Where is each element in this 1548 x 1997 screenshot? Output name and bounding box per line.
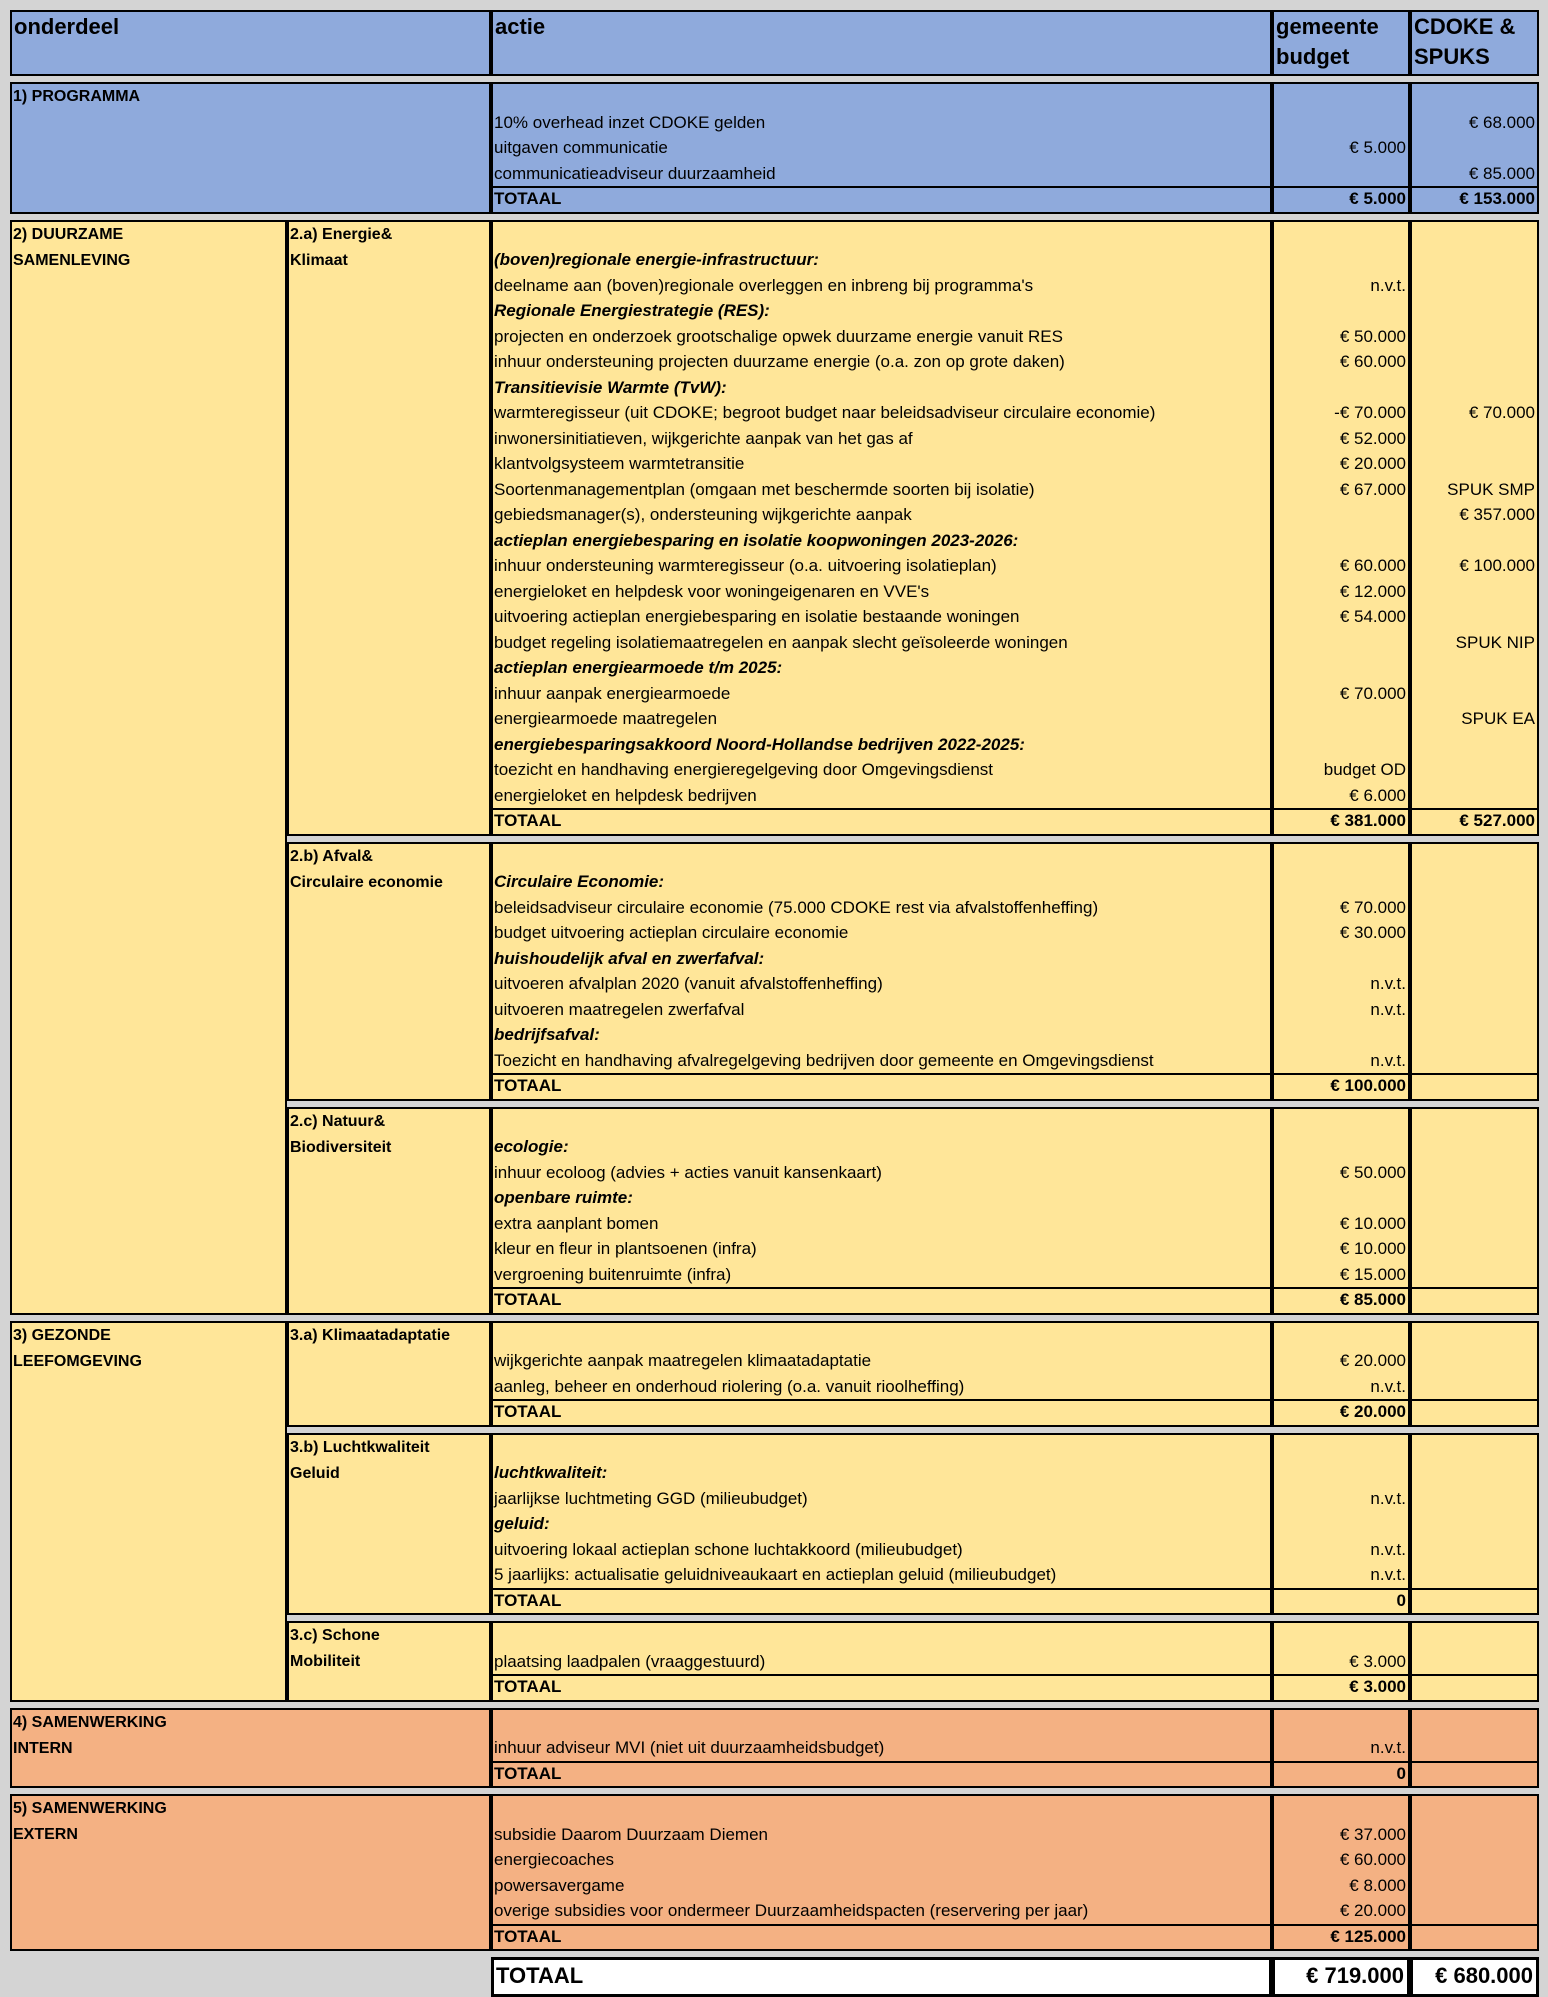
gemeente-amount: € 8.000 <box>1349 1875 1406 1895</box>
action-text: overige subsidies voor ondermeer Duurzaamheidspacten (reservering per jaar) <box>494 1901 1089 1920</box>
gemeente-total: € 125.000 <box>1330 1926 1406 1946</box>
gemeente-amount: € 37.000 <box>1339 1824 1406 1844</box>
action-text: wijkgerichte aanpak maatregelen klimaatadaptatie <box>494 1351 872 1370</box>
subsection-label: Biodiversiteit <box>290 1138 392 1156</box>
section-label: INTERN <box>13 1739 73 1757</box>
cdoke-amount: SPUK SMP <box>1447 479 1535 499</box>
header-gemeente-2: budget <box>1276 44 1350 69</box>
action-text: budget regeling isolatiemaatregelen en aanpak slecht geïsoleerde woningen <box>494 632 1068 652</box>
gemeente-amount: n.v.t. <box>1370 999 1406 1019</box>
gemeente-amount: € 30.000 <box>1339 923 1406 942</box>
category-heading: luchtkwaliteit: <box>494 1463 608 1482</box>
gemeente-total: € 5.000 <box>1349 189 1406 208</box>
action-text: energiecoaches <box>494 1850 615 1869</box>
cdoke-amount: € 85.000 <box>1468 163 1535 183</box>
cdoke-cell <box>1410 1621 1539 1702</box>
gemeente-amount: n.v.t. <box>1370 1376 1406 1396</box>
action-text: vergroening buitenruimte (infra) <box>494 1264 732 1284</box>
gemeente-amount: € 50.000 <box>1339 1162 1406 1182</box>
total-label: TOTAAL <box>494 1763 562 1783</box>
subsection-label-cell <box>287 220 491 836</box>
category-heading: bedrijfsafval: <box>494 1025 600 1044</box>
header-cdoke: CDOKE & <box>1414 14 1516 39</box>
category-heading: (boven)regionale energie-infrastructuur: <box>494 250 819 269</box>
action-text: 10% overhead inzet CDOKE gelden <box>494 112 766 132</box>
subsection-label: 2.b) Afval& <box>290 847 373 865</box>
actie-cell <box>491 1794 1272 1951</box>
action-text: Toezicht en handhaving afvalregelgeving bedrijven door gemeente en Omgevingsdienst <box>494 1050 1154 1070</box>
gemeente-amount: n.v.t. <box>1370 275 1406 295</box>
gemeente-amount: € 20.000 <box>1339 1351 1406 1370</box>
action-text: klantvolgsysteem warmtetransitie <box>494 454 745 473</box>
action-text: subsidie Daarom Duurzaam Diemen <box>494 1824 769 1844</box>
section-label-cell <box>10 220 287 1315</box>
gemeente-amount: -€ 70.000 <box>1334 403 1406 422</box>
grand-total-gemeente: € 719.000 <box>1306 1963 1404 1988</box>
gemeente-amount: € 70.000 <box>1339 683 1406 703</box>
cdoke-amount: € 70.000 <box>1468 403 1535 422</box>
cdoke-cell <box>1410 1708 1539 1789</box>
gemeente-amount: € 10.000 <box>1339 1213 1406 1233</box>
action-text: inhuur ecoloog (advies + acties vanuit kansenkaart) <box>494 1162 882 1182</box>
category-heading: actieplan energiearmoede t/m 2025: <box>494 658 783 677</box>
gemeente-amount: € 52.000 <box>1339 428 1406 448</box>
category-heading: ecologie: <box>494 1137 569 1156</box>
subsection-label: Circulaire economie <box>290 873 443 891</box>
gemeente-total: € 100.000 <box>1330 1076 1406 1095</box>
gemeente-amount: € 20.000 <box>1339 454 1406 473</box>
total-label: TOTAAL <box>494 1402 562 1421</box>
action-text: uitvoering lokaal actieplan schone luchtakkoord (milieubudget) <box>494 1539 963 1559</box>
subsection-label: Mobiliteit <box>290 1653 361 1670</box>
gemeente-amount: € 60.000 <box>1339 556 1406 575</box>
subsection-label: 2.c) Natuur& <box>290 1112 386 1130</box>
actie-cell <box>491 1321 1272 1427</box>
section-label: EXTERN <box>13 1826 78 1843</box>
header-actie-cell <box>491 10 1272 76</box>
action-text: energieloket en helpdesk voor woningeigenaren en VVE's <box>494 581 930 601</box>
cdoke-amount: € 100.000 <box>1459 556 1535 575</box>
total-label: TOTAAL <box>494 1926 562 1946</box>
cdoke-amount: SPUK EA <box>1461 709 1535 728</box>
action-text: energiearmoede maatregelen <box>494 709 718 728</box>
subsection-label: 3.c) Schone <box>290 1627 380 1644</box>
action-text: toezicht en handhaving energieregelgeving door Omgevingsdienst <box>494 760 994 779</box>
action-text: uitvoeren maatregelen zwerfafval <box>494 999 745 1019</box>
action-text: uitvoeren afvalplan 2020 (vanuit afvalstoffenheffing) <box>494 974 883 993</box>
total-label: TOTAAL <box>494 189 562 208</box>
category-heading: Circulaire Economie: <box>494 872 665 891</box>
action-text: inhuur ondersteuning projecten duurzame energie (o.a. zon op grote daken) <box>494 352 1065 371</box>
action-text: budget uitvoering actieplan circulaire economie <box>494 923 849 942</box>
gemeente-amount: n.v.t. <box>1370 1565 1406 1584</box>
cdoke-cell <box>1410 1321 1539 1427</box>
category-heading: geluid: <box>494 1514 550 1533</box>
gemeente-amount: n.v.t. <box>1370 974 1406 993</box>
gemeente-amount: budget OD <box>1323 760 1406 779</box>
gemeente-amount: € 3.000 <box>1349 1651 1406 1671</box>
cdoke-cell <box>1410 1794 1539 1951</box>
cdoke-cell <box>1410 842 1539 1101</box>
category-heading: huishoudelijk afval en zwerfafval: <box>494 948 765 968</box>
grand-total-label: TOTAAL <box>496 1963 584 1988</box>
action-text: uitgaven communicatie <box>494 138 668 157</box>
section-label: 4) SAMENWERKING <box>13 1713 167 1731</box>
action-text: inwonersinitiatieven, wijkgerichte aanpak van het gas af <box>494 428 913 448</box>
gemeente-amount: € 20.000 <box>1339 1901 1406 1920</box>
section-label: 5) SAMENWERKING <box>13 1800 167 1817</box>
gemeente-amount: n.v.t. <box>1370 1488 1406 1508</box>
action-text: gebiedsmanager(s), ondersteuning wijkgerichte aanpak <box>494 505 912 524</box>
total-label: TOTAAL <box>494 1590 562 1610</box>
cdoke-total: € 153.000 <box>1459 189 1535 208</box>
cdoke-cell <box>1410 220 1539 836</box>
action-text: plaatsing laadpalen (vraaggestuurd) <box>494 1651 766 1671</box>
category-heading: actieplan energiebesparing en isolatie koopwoningen 2023-2026: <box>494 530 1019 550</box>
gemeente-amount: € 60.000 <box>1339 352 1406 371</box>
action-text: 5 jaarlijks: actualisatie geluidniveaukaart en actieplan geluid (milieubudget) <box>494 1565 1057 1584</box>
action-text: inhuur ondersteuning warmteregisseur (o.a. uitvoering isolatieplan) <box>494 556 997 575</box>
action-text: warmteregisseur (uit CDOKE; begroot budget naar beleidsadviseur circulaire economie) <box>494 403 1156 422</box>
action-text: inhuur aanpak energiearmoede <box>494 683 731 703</box>
subsection-label: 2.a) Energie& <box>290 225 393 243</box>
subsection-label: 3.a) Klimaatadaptatie <box>290 1326 451 1344</box>
cdoke-cell <box>1410 1107 1539 1315</box>
gemeente-cell <box>1272 220 1410 836</box>
gemeente-amount: n.v.t. <box>1370 1050 1406 1070</box>
total-label: TOTAAL <box>494 1076 562 1095</box>
section-label: LEEFOMGEVING <box>13 1352 142 1370</box>
action-text: projecten en onderzoek grootschalige opwek duurzame energie vanuit RES <box>494 326 1063 346</box>
category-heading: Transitievisie Warmte (TvW): <box>494 377 727 397</box>
grand-total-cdoke: € 680.000 <box>1435 1963 1533 1988</box>
cdoke-amount: € 357.000 <box>1459 505 1535 524</box>
section-label-cell <box>10 1321 287 1702</box>
gemeente-amount: € 6.000 <box>1349 785 1406 805</box>
section-label: SAMENLEVING <box>13 251 131 269</box>
section-label: 3) GEZONDE <box>13 1326 111 1344</box>
category-heading: energiebesparingsakkoord Noord-Hollandse bedrijven 2022-2025: <box>494 734 1025 754</box>
grand-total-label-cell <box>491 1957 1272 1997</box>
total-label: TOTAAL <box>494 1677 562 1696</box>
total-label: TOTAAL <box>494 811 562 830</box>
action-text: extra aanplant bomen <box>494 1213 659 1233</box>
header-cdoke-2: SPUKS <box>1414 44 1490 69</box>
gemeente-amount: € 54.000 <box>1339 607 1406 626</box>
gemeente-total: 0 <box>1396 1763 1406 1783</box>
action-text: Soortenmanagementplan (omgaan met beschermde soorten bij isolatie) <box>494 479 1035 499</box>
subsection-label: Geluid <box>290 1464 340 1482</box>
section-label: 2) DUURZAME <box>13 225 124 243</box>
action-text: communicatieadviseur duurzaamheid <box>494 163 776 183</box>
gemeente-total: € 3.000 <box>1349 1677 1406 1696</box>
action-text: kleur en fleur in plantsoenen (infra) <box>494 1239 757 1258</box>
category-heading: Regionale Energiestrategie (RES): <box>494 301 770 320</box>
action-text: powersavergame <box>494 1875 625 1895</box>
gemeente-amount: € 10.000 <box>1339 1239 1406 1258</box>
gemeente-total: € 20.000 <box>1339 1402 1406 1421</box>
header-actie: actie <box>495 14 546 39</box>
gemeente-amount: € 12.000 <box>1339 581 1406 601</box>
gemeente-amount: n.v.t. <box>1370 1539 1406 1559</box>
header-onderdeel: onderdeel <box>14 14 120 39</box>
action-text: inhuur adviseur MVI (niet uit duurzaamheidsbudget) <box>494 1738 885 1757</box>
action-text: energieloket en helpdesk bedrijven <box>494 785 757 805</box>
gemeente-total: € 85.000 <box>1339 1290 1406 1309</box>
gemeente-amount: € 5.000 <box>1349 138 1406 157</box>
gemeente-amount: € 15.000 <box>1339 1264 1406 1284</box>
cdoke-amount: SPUK NIP <box>1455 632 1535 652</box>
gemeente-amount: € 50.000 <box>1339 326 1406 346</box>
cdoke-total: € 527.000 <box>1459 811 1535 830</box>
gemeente-amount: € 70.000 <box>1339 897 1406 917</box>
action-text: uitvoering actieplan energiebesparing en isolatie bestaande woningen <box>494 607 1020 626</box>
subsection-label: Klimaat <box>290 251 348 269</box>
category-heading: openbare ruimte: <box>494 1188 633 1207</box>
gemeente-amount: € 60.000 <box>1339 1850 1406 1869</box>
gemeente-amount: € 67.000 <box>1339 479 1406 499</box>
action-text: jaarlijkse luchtmeting GGD (milieubudget) <box>494 1488 808 1508</box>
total-label: TOTAAL <box>494 1290 562 1309</box>
cdoke-amount: € 68.000 <box>1468 112 1535 132</box>
gemeente-amount: n.v.t. <box>1370 1738 1406 1757</box>
section-label: 1) PROGRAMMA <box>13 88 141 105</box>
gemeente-total: € 381.000 <box>1330 811 1406 830</box>
action-text: aanleg, beheer en onderhoud riolering (o.a. vanuit rioolheffing) <box>494 1376 965 1396</box>
gemeente-total: 0 <box>1396 1590 1406 1610</box>
action-text: beleidsadviseur circulaire economie (75.000 CDOKE rest via afvalstoffenheffing) <box>494 897 1099 917</box>
header-gemeente: gemeente <box>1276 14 1379 39</box>
subsection-label: 3.b) Luchtkwaliteit <box>290 1438 430 1456</box>
action-text: deelname aan (boven)regionale overleggen en inbreng bij programma's <box>494 275 1034 295</box>
